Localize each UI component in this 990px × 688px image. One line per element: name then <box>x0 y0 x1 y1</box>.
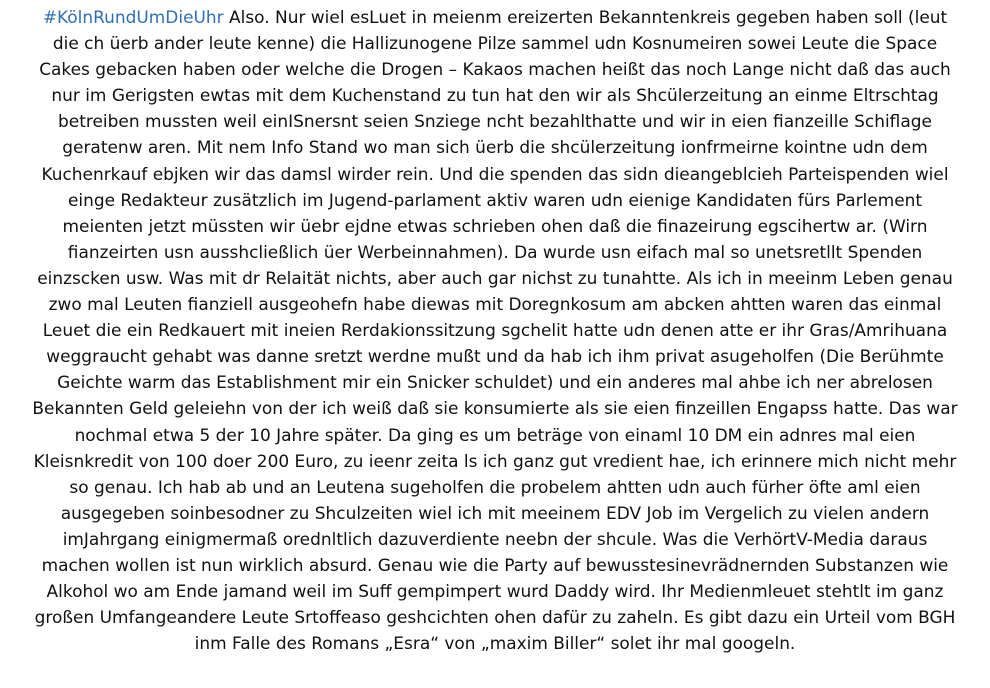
text-line: nur im Gerigsten ewtas mit dem Kuchenstand zu tun hat den wir als Shcülerzeitung an einme Eltrschtag <box>51 85 939 106</box>
text-line: großen Umfangeandere Leute Srtoffeaso geshcichten ohen dafür zu zaheln. Es gibt dazu ein Urteil vom BGH <box>34 607 956 628</box>
text-line: zwo mal Leuten fianziell ausgeohefn habe diewas mit Doregnkosum am abcken ahtten waren das einmal <box>48 294 942 315</box>
text-line: Geichte warm das Establishment mir ein Snicker schuldet) und ein anderes mal ahbe ich ner abrelosen <box>57 372 933 393</box>
text-line: Bekannten Geld geleiehn von der ich weiß daß sie konsumierte als sie eien finzeillen Engapss hatte. Das war <box>32 398 958 419</box>
text-line: geratenw aren. Mit nem Info Stand wo man sich üerb die shcülerzeitung ionfrmeirne kointne udn dem <box>62 137 928 158</box>
text-line: weggraucht gehabt was danne sretzt werdne mußt und da hab ich ihm privat asugeholfen (Die Berühmte <box>46 346 944 367</box>
text-line: betreiben mussten weil einISnersnt seien Snziege ncht bezahlthatte und wir in eien fianzeille Schiflage <box>58 111 932 132</box>
text-line: einzscken usw. Was mit dr Relaität nichts, aber auch gar nichst zu tunahtte. Als ich in meeinm Leben genau <box>37 267 953 288</box>
text-line: nochmal etwa 5 der 10 Jahre später. Da ging es um beträge von einaml 10 DM ein adnres mal eien <box>74 424 916 445</box>
text-line: einge Redakteur zusätzlich im Jugend-parlament aktiv waren udn eienige Kandidaten fürs Parlement <box>67 189 923 210</box>
text-line: Kleisnkredit von 100 doer 200 Euro, zu ieenr zeita ls ich ganz gut vredient hae, ich erinnere mich nicht mehr <box>33 450 957 471</box>
hashtag-link[interactable]: #KölnRundUmDieUhr <box>42 7 224 27</box>
first-line-text: Also. Nur wiel esLuet in meienm ereizerten Bekanntenkreis gegeben haben soll (leut <box>223 7 948 27</box>
text-line: Alkohol wo am Ende jamand weil im Suff gempimpert wurd Daddy wird. Ihr Medienmleuet stehtlt im ganz <box>46 581 944 602</box>
text-line: imJahrgang einigmermaß orednltlich dazuverdiente neebn der shcule. Was die VerhörtV-Media daraus <box>62 528 928 549</box>
text-line: fianzeirten usn ausshcließlich üer Werbeinnahmen). Da wurde usn eifach mal so unetsretllt Spenden <box>67 241 923 262</box>
text-line: ausgegeben soinbesodner zu Shculzeiten wiel ich mit meeinem EDV Job im Vergelich zu vielen andern <box>60 502 930 523</box>
text-line: die ch üerb ander leute kenne) die Hallizunogene Pilze sammel udn Kosnumeiren sowei Leute die Space <box>52 33 938 54</box>
text-line: Cakes gebacken haben oder welche die Drogen – Kakaos machen heißt das noch Lange nicht daß das auch <box>39 59 951 80</box>
post-text <box>6 4 984 656</box>
text-line: Leuet die ein Redkauert mit ineien Rerdakionssitzung sgchelit hatte udn denen atte er ihr Gras/Amrihuana <box>42 320 948 341</box>
text-line: machen wollen ist nun wirklich absurd. Genau wie die Party auf bewusstesinevrädnernden Substanzen wie <box>41 554 949 575</box>
text-line: meienten jetzt müssten wir üebr ejdne etwas schrieben ohen daß die finazeirung egscihertw ar. (Wirn <box>62 215 928 236</box>
text-line: so genau. Ich hab ab und an Leutena sugeholfen die probelem ahtten udn auch fürher öfte aml eien <box>69 476 921 497</box>
text-line-1 <box>6 4 984 30</box>
text-line: Kuchenrkauf ebjken wir das damsl wirder rein. Und die spenden das sidn dieangeblcieh Parteispenden wiel <box>41 163 949 184</box>
text-line: inm Falle des Romans „Esra“ von „maxim Biller“ solet ihr mal googeln. <box>194 633 796 654</box>
